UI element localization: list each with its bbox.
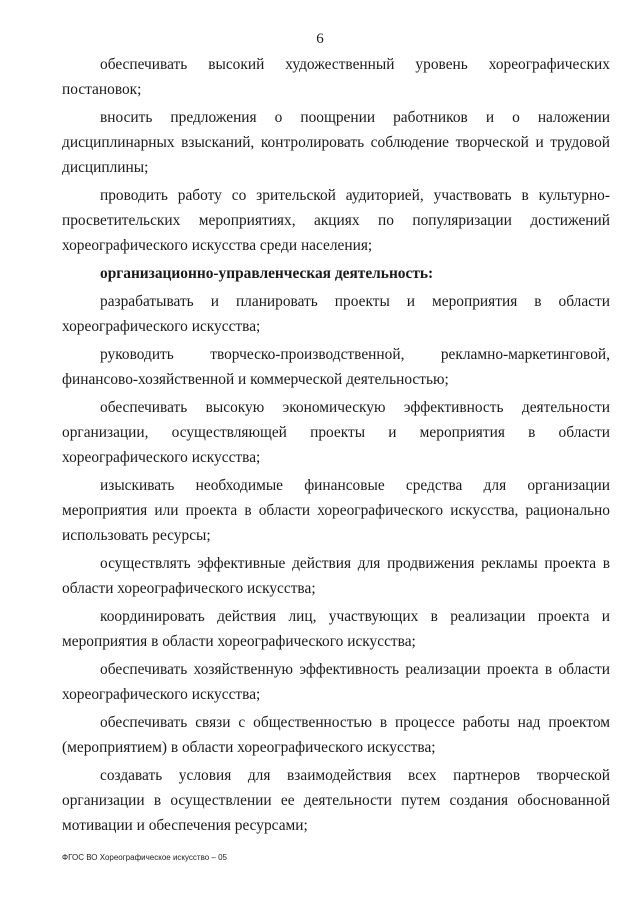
paragraph: осуществлять эффективные действия для продвижения рекламы проекта в области хореографического искусства; — [62, 555, 610, 597]
page-footer: ФГОС ВО Хореографическое искусство – 05 — [62, 853, 227, 862]
paragraph: координировать действия лиц, участвующих в реализации проекта и мероприятия в области хореографического искусства; — [62, 608, 610, 650]
paragraph: создавать условия для взаимодействия всех партнеров творческой организации в осуществлении ее деятельности путем создания обоснованной мотивации и обеспечения ресурсами; — [62, 767, 610, 834]
document-body — [62, 52, 610, 841]
section-heading: организационно-управленческая деятельность: — [100, 265, 434, 282]
paragraph: проводить работу со зрительской аудиторией, участвовать в культурно-просветительских мероприятиях, акциях по популяризации достижений хореографического искусства среди населения; — [62, 187, 610, 254]
paragraph: обеспечивать связи с общественностью в процессе работы над проектом (мероприятием) в области хореографического искусства; — [62, 714, 610, 756]
paragraph: изыскивать необходимые финансовые средства для организации мероприятия или проекта в области хореографического искусства, рационально использовать ресурсы; — [62, 477, 610, 544]
paragraph: вносить предложения о поощрении работников и о наложении дисциплинарных взысканий, контролировать соблюдение творческой и трудовой дисциплины; — [62, 109, 610, 176]
page-number: 6 — [316, 31, 324, 47]
paragraph: обеспечивать высокий художественный уровень хореографических постановок; — [62, 56, 610, 98]
paragraph: обеспечивать высокую экономическую эффективность деятельности организации, осуществляющей проекты и мероприятия в области хореографического искусства; — [62, 399, 610, 466]
paragraph: обеспечивать хозяйственную эффективность реализации проекта в области хореографического искусства; — [62, 661, 610, 703]
paragraph: разрабатывать и планировать проекты и мероприятия в области хореографического искусства; — [62, 293, 610, 335]
paragraph: руководить творческо-производственной, рекламно-маркетинговой, финансово-хозяйственной и коммерческой деятельностью; — [62, 346, 610, 388]
